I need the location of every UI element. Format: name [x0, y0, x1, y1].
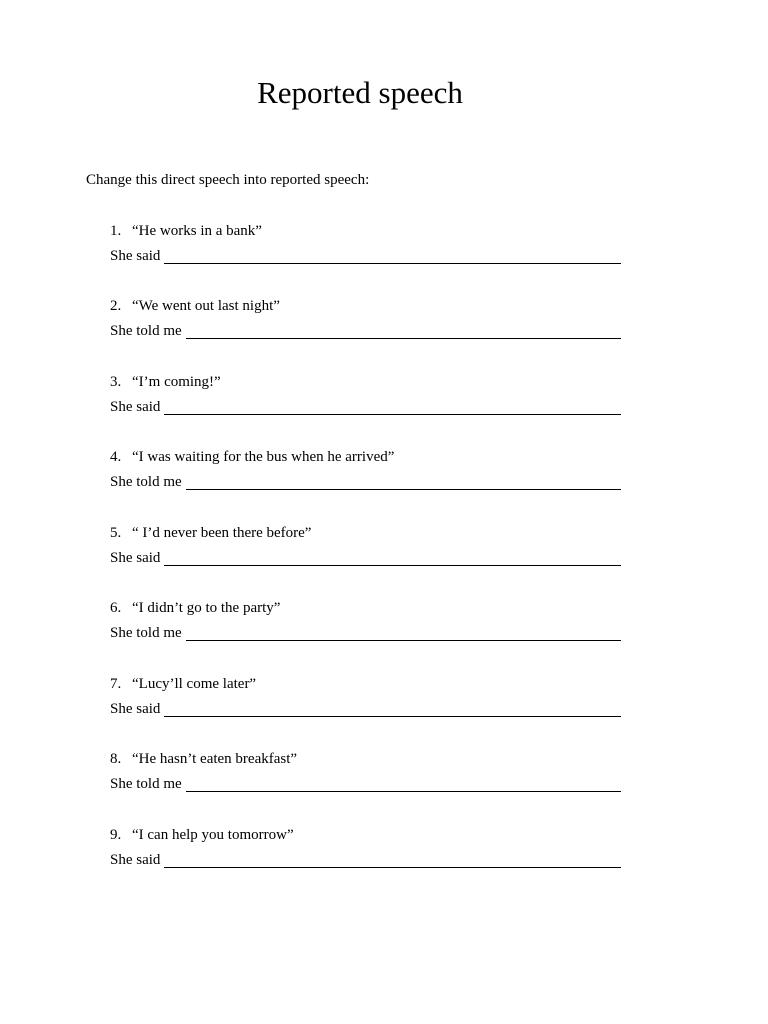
exercise-prompt: [110, 826, 294, 844]
answer-blank[interactable]: [186, 473, 621, 490]
answer-lead: She told me: [110, 323, 182, 339]
direct-speech-quote: “He works in a bank”: [132, 223, 262, 239]
exercise-number: 6.: [110, 600, 122, 616]
answer-blank[interactable]: [164, 398, 621, 415]
direct-speech-quote: “I’m coming!”: [132, 374, 221, 390]
exercise-number: 2.: [110, 298, 122, 314]
answer-lead: She said: [110, 399, 161, 415]
answer-line[interactable]: [110, 322, 621, 340]
direct-speech-quote: “I was waiting for the bus when he arrived”: [132, 449, 395, 465]
exercise-item-6: [0, 599, 768, 649]
exercise-item-2: [0, 297, 768, 347]
answer-blank[interactable]: [186, 775, 621, 792]
exercise-item-7: [0, 675, 768, 725]
exercise-prompt: [110, 675, 256, 693]
answer-lead: She said: [110, 852, 161, 868]
exercise-prompt: [110, 750, 297, 768]
exercise-number: 9.: [110, 827, 122, 843]
exercise-number: 4.: [110, 449, 122, 465]
answer-line[interactable]: [110, 624, 621, 642]
answer-line[interactable]: [110, 398, 621, 416]
exercise-item-3: [0, 373, 768, 423]
exercise-item-8: [0, 750, 768, 800]
answer-line[interactable]: [110, 549, 621, 567]
answer-blank[interactable]: [164, 851, 621, 868]
answer-lead: She said: [110, 248, 161, 264]
exercise-prompt: [110, 599, 280, 617]
instruction-text: Change this direct speech into reported speech:: [86, 172, 370, 188]
direct-speech-quote: “He hasn’t eaten breakfast”: [132, 751, 298, 767]
answer-lead: She said: [110, 701, 161, 717]
exercise-item-9: [0, 826, 768, 876]
answer-line[interactable]: [110, 700, 621, 718]
direct-speech-quote: “I can help you tomorrow”: [132, 827, 294, 843]
exercise-number: 8.: [110, 751, 122, 767]
exercise-item-4: [0, 448, 768, 498]
exercise-prompt: [110, 448, 394, 466]
answer-lead: She told me: [110, 625, 182, 641]
direct-speech-quote: “I didn’t go to the party”: [132, 600, 281, 616]
exercise-prompt: [110, 297, 280, 315]
exercise-prompt: [110, 373, 221, 391]
page-title: Reported speech: [257, 75, 463, 110]
answer-blank[interactable]: [186, 322, 621, 339]
answer-blank[interactable]: [164, 700, 621, 717]
exercise-prompt: [110, 222, 262, 240]
direct-speech-quote: “ I’d never been there before”: [132, 525, 312, 541]
exercise-prompt: [110, 524, 311, 542]
answer-lead: She said: [110, 550, 161, 566]
answer-line[interactable]: [110, 247, 621, 265]
exercise-number: 5.: [110, 525, 122, 541]
exercise-item-1: [0, 222, 768, 272]
answer-blank[interactable]: [186, 624, 621, 641]
answer-line[interactable]: [110, 473, 621, 491]
answer-lead: She told me: [110, 776, 182, 792]
exercise-number: 3.: [110, 374, 122, 390]
answer-line[interactable]: [110, 775, 621, 793]
answer-line[interactable]: [110, 851, 621, 869]
exercise-number: 7.: [110, 676, 122, 692]
direct-speech-quote: “Lucy’ll come later”: [132, 676, 257, 692]
answer-blank[interactable]: [164, 549, 621, 566]
answer-blank[interactable]: [164, 247, 621, 264]
exercise-item-5: [0, 524, 768, 574]
exercise-number: 1.: [110, 223, 122, 239]
answer-lead: She told me: [110, 474, 182, 490]
direct-speech-quote: “We went out last night”: [132, 298, 280, 314]
